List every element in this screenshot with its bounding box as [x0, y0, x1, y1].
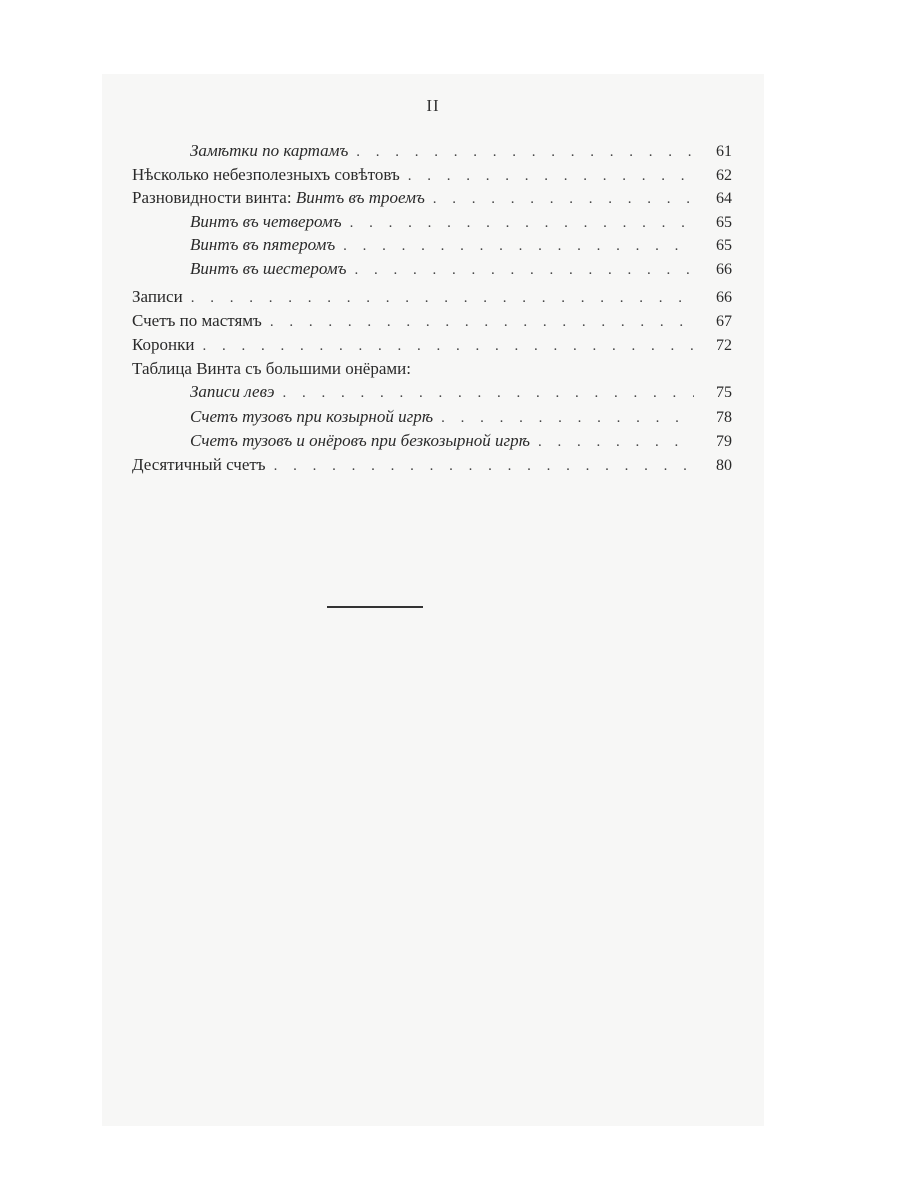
leader-dots — [354, 262, 694, 279]
document-page — [102, 74, 764, 1126]
toc-entry — [132, 335, 732, 357]
toc-entry — [190, 382, 732, 404]
leader-dots — [408, 168, 694, 185]
leader-dots — [274, 458, 694, 475]
toc-entry — [190, 141, 732, 163]
section-divider-rule — [327, 606, 423, 608]
toc-entry — [190, 431, 732, 453]
leader-dots — [282, 385, 694, 402]
toc-entry-page: 75 — [716, 384, 732, 401]
leader-dots — [191, 290, 694, 307]
toc-entry — [190, 407, 732, 429]
toc-entry-label: Счетъ тузовъ и онёровъ при безкозырной игрѣ — [190, 431, 531, 450]
toc-entry-label: Коронки — [132, 335, 195, 354]
toc-entry-page: 64 — [716, 190, 732, 207]
toc-entry-label: Винтъ въ пятеромъ — [190, 235, 336, 254]
toc-entry — [190, 212, 732, 234]
toc-entry-label: Десятичный счетъ — [132, 455, 266, 474]
table-of-contents — [102, 74, 764, 1126]
toc-entry-page: 80 — [716, 457, 732, 474]
page-number: II — [426, 96, 440, 115]
toc-entry — [190, 235, 732, 257]
toc-entry-label-main: Разновидности винта: — [132, 188, 292, 207]
toc-entry-page: 65 — [716, 214, 732, 231]
toc-entry-page: 67 — [716, 313, 732, 330]
toc-entry — [132, 188, 732, 210]
toc-entry-label-italic: Винтъ въ троемъ — [295, 188, 425, 207]
leader-dots — [356, 144, 694, 161]
toc-entry — [132, 311, 732, 333]
toc-entry — [132, 455, 732, 477]
toc-entry — [132, 287, 732, 309]
toc-entry-label: Винтъ въ четверомъ — [190, 212, 342, 231]
toc-heading — [132, 359, 732, 381]
leader-dots — [202, 338, 694, 355]
toc-entry — [190, 259, 732, 281]
toc-entry-label: Счетъ тузовъ при козырной игрѣ — [190, 407, 434, 426]
toc-entry — [132, 165, 732, 187]
leader-dots — [441, 410, 694, 427]
toc-entry-label: Замѣтки по картамъ — [190, 141, 349, 160]
leader-dots — [270, 314, 694, 331]
toc-entry-page: 61 — [716, 143, 732, 160]
toc-entry-label: Винтъ въ шестеромъ — [190, 259, 347, 278]
toc-entry-label: Записи левэ — [190, 382, 275, 401]
toc-entry-label: Счетъ по мастямъ — [132, 311, 262, 330]
toc-entry-page: 72 — [716, 337, 732, 354]
toc-entry-label — [132, 188, 425, 208]
toc-entry-label: Нѣсколько небезполезныхъ совѣтовъ — [132, 165, 400, 184]
toc-entry-label: Записи — [132, 287, 183, 306]
toc-entry-page: 66 — [716, 261, 732, 278]
toc-entry-page: 66 — [716, 289, 732, 306]
toc-entry-page: 62 — [716, 167, 732, 184]
toc-entry-page: 78 — [716, 409, 732, 426]
toc-entry-page: 79 — [716, 433, 732, 450]
leader-dots — [433, 191, 694, 208]
leader-dots — [343, 238, 694, 255]
leader-dots — [538, 434, 694, 451]
toc-entry-label: Таблица Винта съ большими онёрами: — [132, 359, 411, 378]
leader-dots — [350, 215, 694, 232]
toc-entry-page: 65 — [716, 237, 732, 254]
